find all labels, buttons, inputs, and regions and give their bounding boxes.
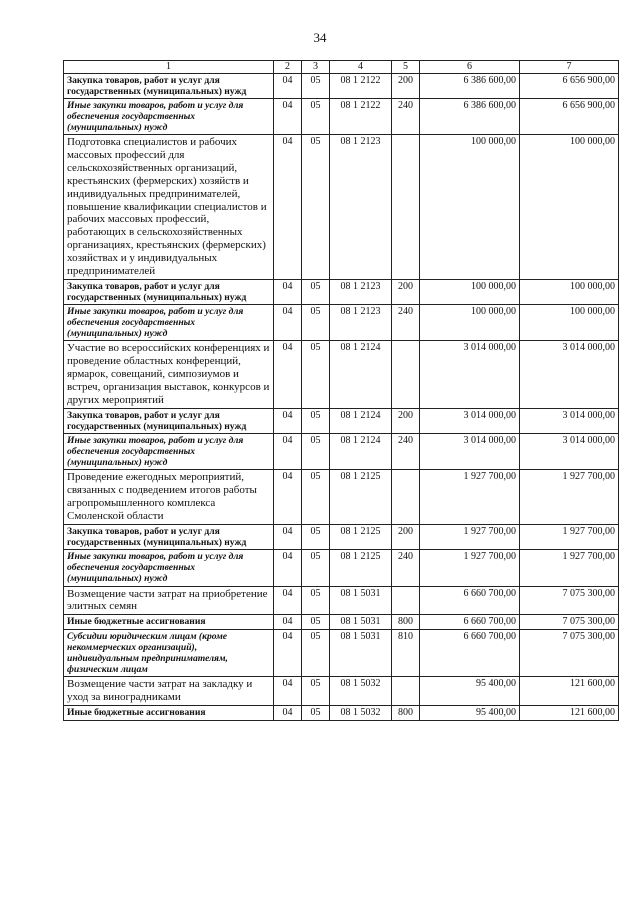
header-row: [64, 61, 619, 74]
subsection-code: 05: [302, 470, 330, 525]
table-row: [64, 134, 619, 280]
table-row: [64, 615, 619, 630]
target-article-code: 08 1 2125: [330, 470, 392, 525]
subsection-code: 05: [302, 409, 330, 434]
section-code: 04: [274, 615, 302, 630]
subsection-code: 05: [302, 73, 330, 98]
subsection-code: 05: [302, 629, 330, 676]
amount-year-1: 1 927 700,00: [420, 525, 520, 550]
table-row: [64, 341, 619, 409]
expense-type-code: 200: [392, 525, 420, 550]
budget-table: [63, 60, 619, 721]
header-cell: 3: [302, 61, 330, 74]
target-article-code: 08 1 2124: [330, 434, 392, 470]
row-name: Участие во всероссийских конференциях и проведение областных конференций, ярмарок, совещаний, симпозиумов и встреч, организация выставок, конкурсов и других мероприятий: [64, 341, 274, 409]
amount-year-1: 3 014 000,00: [420, 341, 520, 409]
expense-type-code: 240: [392, 305, 420, 341]
row-name: Закупка товаров, работ и услуг для государственных (муниципальных) нужд: [64, 73, 274, 98]
target-article-code: 08 1 5032: [330, 706, 392, 721]
amount-year-2: 1 927 700,00: [520, 525, 619, 550]
section-code: 04: [274, 280, 302, 305]
row-name: Иные закупки товаров, работ и услуг для обеспечения государственных (муниципальных) нужд: [64, 305, 274, 341]
section-code: 04: [274, 305, 302, 341]
amount-year-2: 7 075 300,00: [520, 586, 619, 615]
header-cell: 6: [420, 61, 520, 74]
section-code: 04: [274, 98, 302, 134]
expense-type-code: 800: [392, 706, 420, 721]
expense-type-code: 800: [392, 615, 420, 630]
target-article-code: 08 1 2122: [330, 73, 392, 98]
expense-type-code: 810: [392, 629, 420, 676]
amount-year-2: 1 927 700,00: [520, 550, 619, 586]
expense-type-code: [392, 341, 420, 409]
amount-year-1: 6 660 700,00: [420, 586, 520, 615]
table-row: [64, 409, 619, 434]
subsection-code: 05: [302, 677, 330, 706]
amount-year-1: 100 000,00: [420, 280, 520, 305]
table-row: [64, 677, 619, 706]
section-code: 04: [274, 73, 302, 98]
section-code: 04: [274, 706, 302, 721]
table-row: [64, 629, 619, 676]
amount-year-2: 100 000,00: [520, 134, 619, 280]
subsection-code: 05: [302, 550, 330, 586]
target-article-code: 08 1 2124: [330, 409, 392, 434]
page-number: 34: [313, 30, 327, 45]
amount-year-1: 1 927 700,00: [420, 470, 520, 525]
amount-year-2: 100 000,00: [520, 305, 619, 341]
target-article-code: 08 1 2125: [330, 525, 392, 550]
section-code: 04: [274, 409, 302, 434]
expense-type-code: 200: [392, 280, 420, 305]
subsection-code: 05: [302, 341, 330, 409]
amount-year-1: 100 000,00: [420, 305, 520, 341]
row-name: Возмещение части затрат на закладку и уход за виноградниками: [64, 677, 274, 706]
expense-type-code: [392, 134, 420, 280]
table-row: [64, 586, 619, 615]
amount-year-1: 95 400,00: [420, 706, 520, 721]
table-row: [64, 73, 619, 98]
target-article-code: 08 1 5031: [330, 615, 392, 630]
amount-year-1: 3 014 000,00: [420, 434, 520, 470]
amount-year-2: 6 656 900,00: [520, 98, 619, 134]
amount-year-2: 6 656 900,00: [520, 73, 619, 98]
amount-year-2: 121 600,00: [520, 706, 619, 721]
amount-year-1: 6 386 600,00: [420, 98, 520, 134]
target-article-code: 08 1 2123: [330, 134, 392, 280]
subsection-code: 05: [302, 305, 330, 341]
subsection-code: 05: [302, 98, 330, 134]
amount-year-1: 6 386 600,00: [420, 73, 520, 98]
expense-type-code: [392, 677, 420, 706]
amount-year-2: 3 014 000,00: [520, 341, 619, 409]
header-cell: 5: [392, 61, 420, 74]
header-cell: 2: [274, 61, 302, 74]
header-cell: 1: [64, 61, 274, 74]
amount-year-2: 7 075 300,00: [520, 629, 619, 676]
row-name: Закупка товаров, работ и услуг для государственных (муниципальных) нужд: [64, 409, 274, 434]
amount-year-1: 95 400,00: [420, 677, 520, 706]
amount-year-2: 3 014 000,00: [520, 409, 619, 434]
table-row: [64, 434, 619, 470]
subsection-code: 05: [302, 280, 330, 305]
expense-type-code: 240: [392, 98, 420, 134]
subsection-code: 05: [302, 134, 330, 280]
amount-year-2: 3 014 000,00: [520, 434, 619, 470]
expense-type-code: 200: [392, 73, 420, 98]
target-article-code: 08 1 2122: [330, 98, 392, 134]
subsection-code: 05: [302, 525, 330, 550]
table-row: [64, 470, 619, 525]
expense-type-code: [392, 470, 420, 525]
amount-year-1: 100 000,00: [420, 134, 520, 280]
subsection-code: 05: [302, 434, 330, 470]
target-article-code: 08 1 5031: [330, 629, 392, 676]
row-name: Закупка товаров, работ и услуг для государственных (муниципальных) нужд: [64, 525, 274, 550]
target-article-code: 08 1 5032: [330, 677, 392, 706]
table-row: [64, 550, 619, 586]
section-code: 04: [274, 134, 302, 280]
section-code: 04: [274, 629, 302, 676]
target-article-code: 08 1 2123: [330, 280, 392, 305]
section-code: 04: [274, 341, 302, 409]
subsection-code: 05: [302, 615, 330, 630]
table-row: [64, 98, 619, 134]
subsection-code: 05: [302, 586, 330, 615]
target-article-code: 08 1 5031: [330, 586, 392, 615]
target-article-code: 08 1 2125: [330, 550, 392, 586]
row-name: Подготовка специалистов и рабочих массовых профессий для сельскохозяйственных организаций, крестьянских (фермерских) хозяйств и индивидуальных предпринимателей, повышение квалификации специалистов и рабочих массовых профессий, работающих в сельскохозяйственных организациях, крестьянских (фермерских) хозяйствах и у индивидуальных предпринимателей: [64, 134, 274, 280]
amount-year-2: 121 600,00: [520, 677, 619, 706]
table-row: [64, 305, 619, 341]
section-code: 04: [274, 677, 302, 706]
section-code: 04: [274, 550, 302, 586]
row-name: Иные бюджетные ассигнования: [64, 706, 274, 721]
row-name: Проведение ежегодных мероприятий, связанных с подведением итогов работы агропромышленного комплекса Смоленской области: [64, 470, 274, 525]
header-cell: 4: [330, 61, 392, 74]
row-name: Иные закупки товаров, работ и услуг для обеспечения государственных (муниципальных) нужд: [64, 434, 274, 470]
amount-year-2: 7 075 300,00: [520, 615, 619, 630]
section-code: 04: [274, 586, 302, 615]
target-article-code: 08 1 2124: [330, 341, 392, 409]
table-row: [64, 525, 619, 550]
amount-year-1: 6 660 700,00: [420, 615, 520, 630]
row-name: Возмещение части затрат на приобретение элитных семян: [64, 586, 274, 615]
amount-year-1: 6 660 700,00: [420, 629, 520, 676]
expense-type-code: 240: [392, 434, 420, 470]
header-cell: 7: [520, 61, 619, 74]
expense-type-code: 200: [392, 409, 420, 434]
row-name: Иные закупки товаров, работ и услуг для обеспечения государственных (муниципальных) нужд: [64, 98, 274, 134]
section-code: 04: [274, 434, 302, 470]
section-code: 04: [274, 470, 302, 525]
amount-year-1: 3 014 000,00: [420, 409, 520, 434]
row-name: Субсидии юридическим лицам (кроме некоммерческих организаций), индивидуальным предпринимателям, физическим лицам: [64, 629, 274, 676]
section-code: 04: [274, 525, 302, 550]
row-name: Закупка товаров, работ и услуг для государственных (муниципальных) нужд: [64, 280, 274, 305]
expense-type-code: [392, 586, 420, 615]
amount-year-2: 1 927 700,00: [520, 470, 619, 525]
row-name: Иные закупки товаров, работ и услуг для обеспечения государственных (муниципальных) нужд: [64, 550, 274, 586]
subsection-code: 05: [302, 706, 330, 721]
target-article-code: 08 1 2123: [330, 305, 392, 341]
table-row: [64, 706, 619, 721]
row-name: Иные бюджетные ассигнования: [64, 615, 274, 630]
table-row: [64, 280, 619, 305]
expense-type-code: 240: [392, 550, 420, 586]
amount-year-1: 1 927 700,00: [420, 550, 520, 586]
amount-year-2: 100 000,00: [520, 280, 619, 305]
